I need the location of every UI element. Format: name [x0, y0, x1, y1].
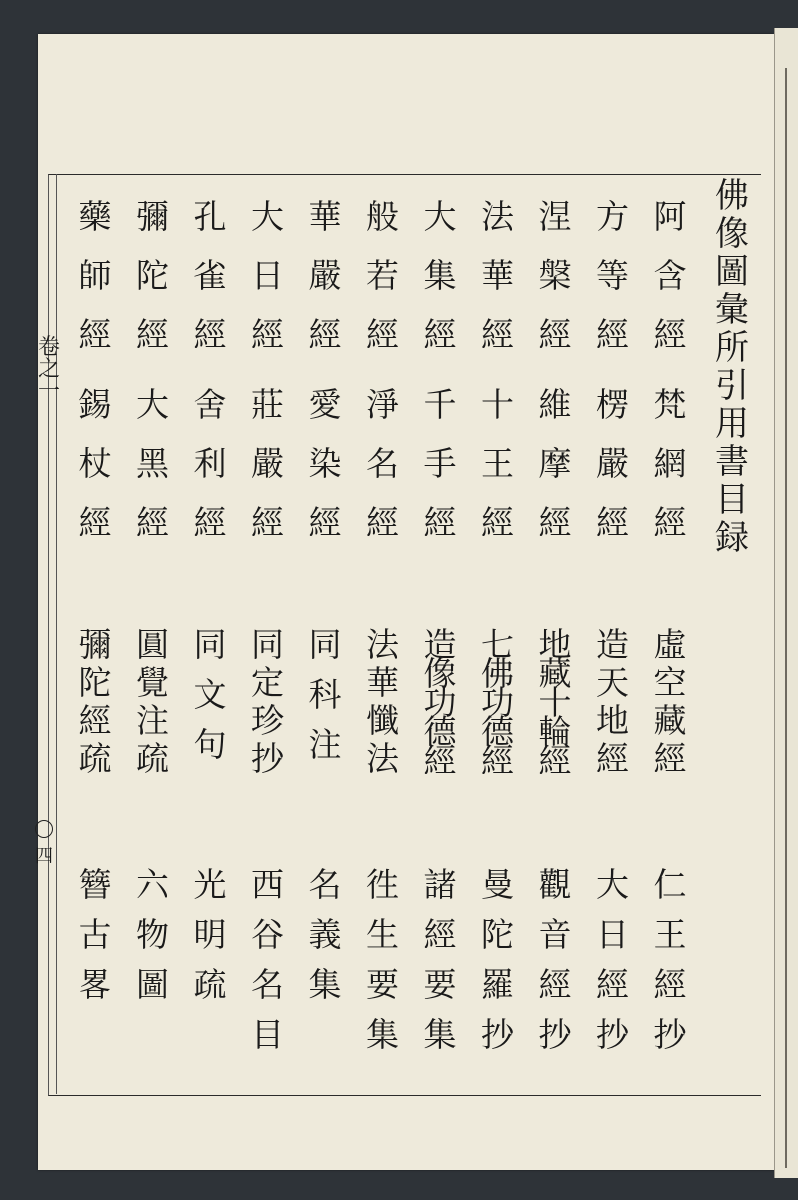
book-entry: 藥 師 經	[78, 197, 112, 354]
book-entry: 涅 槃 經	[538, 197, 572, 354]
volume-label: 卷 之 一	[38, 335, 61, 404]
book-entry: 同 文 句	[193, 625, 227, 764]
book-entry: 法 華 經	[481, 197, 514, 354]
page-number	[35, 820, 53, 868]
book-entry: 楞 嚴 經	[596, 385, 629, 542]
book-entry: 千 手 經	[423, 385, 457, 542]
book-entry: 名 義 集	[308, 865, 342, 1004]
book-entry: 圓 覺 注 疏	[136, 625, 169, 778]
book-entry: 六 物 圖	[136, 865, 169, 1004]
book-entry: 十 王 經	[481, 385, 514, 542]
book-entry: 地 藏 十 輪 經	[538, 625, 572, 780]
book-entry: 淨 名 經	[366, 385, 399, 542]
adjacent-page-edge	[774, 28, 798, 1178]
book-entry: 簪 古 畧	[78, 865, 112, 1004]
book-entry: 阿 含 經	[653, 197, 687, 354]
book-entry: 舍 利 經	[193, 385, 227, 542]
book-entry: 曼 陀 羅 抄	[481, 865, 514, 1054]
book-entry: 同 定 珍 抄	[251, 625, 284, 778]
book-entry: 孔 雀 經	[193, 197, 227, 354]
book-entry: 造 像 功 德 經	[423, 625, 457, 780]
book-entry: 莊 嚴 經	[251, 385, 284, 542]
book-entry: 方 等 經	[596, 197, 629, 354]
book-entry: 大 日 經 抄	[596, 865, 629, 1054]
book-entry: 大 黑 經	[136, 385, 169, 542]
book-entry: 華 嚴 經	[308, 197, 342, 354]
book-entry: 大 集 經	[423, 197, 457, 354]
book-entry: 錫 杖 經	[78, 385, 112, 542]
catalog-title: 佛 像 圖 彙 所 引 用 書 目 録	[715, 176, 749, 558]
book-entry: 造 天 地 經	[596, 625, 629, 778]
book-entry: 徃 生 要 集	[366, 865, 399, 1054]
book-entry: 彌 陀 經 疏	[78, 625, 112, 778]
book-entry: 般 若 經	[366, 197, 399, 354]
book-entry: 維 摩 經	[538, 385, 572, 542]
book-entry: 西 谷 名 目	[251, 865, 284, 1054]
book-entry: 虛 空 藏 經	[653, 625, 687, 778]
book-entry: 仁 王 經 抄	[653, 865, 687, 1054]
frame-inner-rule	[56, 174, 57, 1094]
book-entry: 七 佛 功 德 經	[481, 625, 514, 780]
page-number-text: 四	[35, 846, 53, 867]
book-entry: 梵 網 經	[653, 385, 687, 542]
page-number-circle	[35, 820, 53, 838]
book-entry: 大 日 經	[251, 197, 284, 354]
book-entry: 愛 染 經	[308, 385, 342, 542]
book-entry: 彌 陀 經	[136, 197, 169, 354]
book-entry: 同 科 注	[308, 625, 342, 764]
book-entry: 光 明 疏	[193, 865, 227, 1004]
book-entry: 觀 音 經 抄	[538, 865, 572, 1054]
book-entry: 法 華 懺 法	[366, 625, 399, 778]
book-entry: 諸 經 要 集	[423, 865, 457, 1054]
